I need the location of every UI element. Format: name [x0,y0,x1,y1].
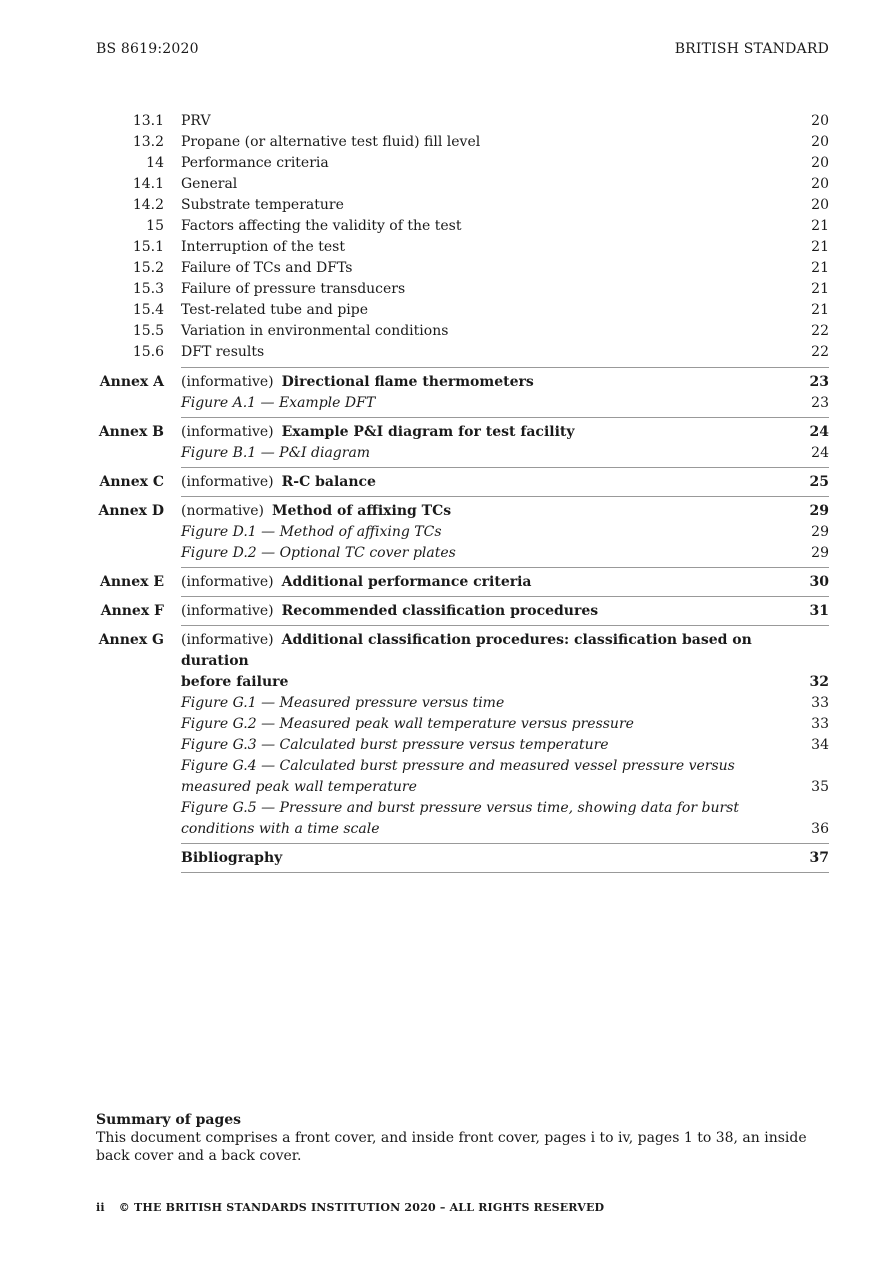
annex-label: Annex B [98,424,164,440]
toc-row[interactable] [96,174,829,195]
page-number: 21 [811,239,829,255]
annex-c-entry[interactable] [99,467,829,496]
figure-entry[interactable] [181,443,829,464]
summary-title: Summary of pages [96,1112,242,1128]
annex-qualifier: (informative) [181,603,274,619]
annex-a-entry[interactable] [99,367,829,417]
annex-title: Method of affixing TCs [271,503,452,519]
annex-qualifier: (informative) [181,632,274,648]
section-title: Interruption of the test [181,239,345,255]
page-number: 22 [811,344,829,360]
section-number: 14.1 [132,176,164,192]
annex-label: Annex D [98,503,164,519]
page-number: 33 [811,695,829,711]
annex-title: Recommended classification procedures [281,603,599,619]
annex-qualifier: (informative) [181,374,274,390]
toc-row[interactable] [96,153,829,174]
annex-e-entry[interactable] [99,567,829,596]
section-number: 15.6 [132,344,164,360]
footer-page-number: ii [96,1201,105,1214]
figure-entry[interactable] [181,393,829,414]
annex-qualifier: (informative) [181,574,274,590]
annex-title-continued: before failure [181,674,289,690]
section-title: DFT results [181,344,265,360]
annex-label: Annex G [98,632,164,648]
page-number: 21 [811,218,829,234]
section-title: PRV [181,113,211,129]
section-number: 15.2 [132,260,164,276]
toc-row[interactable] [96,216,829,237]
annex-d-entry[interactable] [98,496,829,567]
annex-qualifier: (normative) [181,503,264,519]
toc-row[interactable] [96,132,829,153]
figure-title: Figure D.2 — Optional TC cover plates [181,545,456,561]
annex-g-entry[interactable] [98,625,829,843]
section-number: 15.4 [132,302,164,318]
section-title: Factors affecting the validity of the test [181,218,462,234]
page-number: 20 [811,134,829,150]
figure-title: Figure G.2 — Measured peak wall temperature versus pressure [181,716,634,732]
page-number: 22 [811,323,829,339]
page-number: 36 [811,821,829,837]
toc-row[interactable] [96,342,829,363]
annex-label: Annex C [99,474,164,490]
toc-row[interactable] [96,111,829,132]
section-list [96,111,829,363]
figure-entry[interactable] [181,693,829,714]
section-number: 15.5 [132,323,164,339]
page-number: 23 [811,395,829,411]
annex-label: Annex F [100,603,164,619]
toc-row[interactable] [96,258,829,279]
page-number: 24 [809,424,829,440]
annex-title: Example P&I diagram for test facility [281,424,575,440]
figure-title: Figure G.5 — Pressure and burst pressure versus time, showing data for burst conditions with a time scale [181,800,739,837]
section-title: Test-related tube and pipe [181,302,369,318]
section-title: Performance criteria [181,155,329,171]
table-of-contents [96,111,829,873]
annex-f-entry[interactable] [100,596,829,625]
section-number: 13.2 [132,134,164,150]
header-standard-number: BS 8619:2020 [96,41,199,57]
section-title: Failure of pressure transducers [181,281,406,297]
page-number: 20 [811,155,829,171]
page-number: 21 [811,260,829,276]
summary-text: This document comprises a front cover, and inside front cover, pages i to iv, pages 1 to 38, an inside back cover and a back cover. [96,1130,807,1164]
figure-entry[interactable] [181,543,829,564]
page-number: 37 [809,850,829,866]
section-number: 13.1 [132,113,164,129]
bibliography-title: Bibliography [181,850,283,866]
annex-label: Annex E [99,574,164,590]
section-title: Variation in environmental conditions [181,323,449,339]
figure-entry[interactable] [181,735,829,756]
page-number: 24 [811,445,829,461]
annex-title: R-C balance [281,474,376,490]
page-number: 34 [811,737,829,753]
page-number: 29 [811,545,829,561]
page-number: 21 [811,281,829,297]
header-publisher: BRITISH STANDARD [674,41,829,57]
figure-entry[interactable] [181,756,829,798]
page-number: 33 [811,716,829,732]
annex-label: Annex A [99,374,164,390]
annex-qualifier: (informative) [181,474,274,490]
figure-title: Figure G.4 — Calculated burst pressure and measured vessel pressure versus measured peak wall temperature [181,758,735,795]
annex-title: Directional flame thermometers [281,374,534,390]
figure-title: Figure G.1 — Measured pressure versus time [181,695,505,711]
toc-row[interactable] [96,279,829,300]
page-number: 20 [811,176,829,192]
summary-of-pages [96,1111,829,1165]
section-title: Substrate temperature [181,197,344,213]
figure-entry[interactable] [181,798,829,840]
annex-qualifier: (informative) [181,424,274,440]
annex-title: Additional performance criteria [281,574,532,590]
figure-title: Figure B.1 — P&I diagram [181,445,371,461]
toc-row[interactable] [96,195,829,216]
page-number: 32 [809,674,829,690]
page-number: 31 [809,603,829,619]
page-number: 30 [809,574,829,590]
figure-entry[interactable] [181,714,829,735]
page-number: 21 [811,302,829,318]
toc-row[interactable] [96,321,829,342]
figure-title: Figure G.3 — Calculated burst pressure versus temperature [181,737,609,753]
section-number: 14.2 [132,197,164,213]
section-number: 15.3 [132,281,164,297]
footer [96,1201,604,1214]
annex-title: Additional classification procedures: classification based on duration [181,632,752,669]
section-title: General [181,176,238,192]
section-number: 14 [146,155,164,171]
page-number: 20 [811,197,829,213]
page-number: 25 [809,474,829,490]
figure-title: Figure D.1 — Method of affixing TCs [181,524,442,540]
section-title: Propane (or alternative test fluid) fill level [181,134,481,150]
page-number: 29 [809,503,829,519]
annex-b-entry[interactable] [98,417,829,467]
toc-row[interactable] [96,237,829,258]
footer-copyright: © THE BRITISH STANDARDS INSTITUTION 2020 – ALL RIGHTS RESERVED [118,1201,605,1214]
figure-entry[interactable] [181,522,829,543]
section-number: 15 [146,218,164,234]
bibliography-entry[interactable] [181,843,829,873]
page-number: 20 [811,113,829,129]
page-number: 35 [811,779,829,795]
figure-title: Figure A.1 — Example DFT [181,395,376,411]
section-number: 15.1 [132,239,164,255]
toc-row[interactable] [96,300,829,321]
page-number: 23 [809,374,829,390]
page-number: 29 [811,524,829,540]
section-title: Failure of TCs and DFTs [181,260,353,276]
